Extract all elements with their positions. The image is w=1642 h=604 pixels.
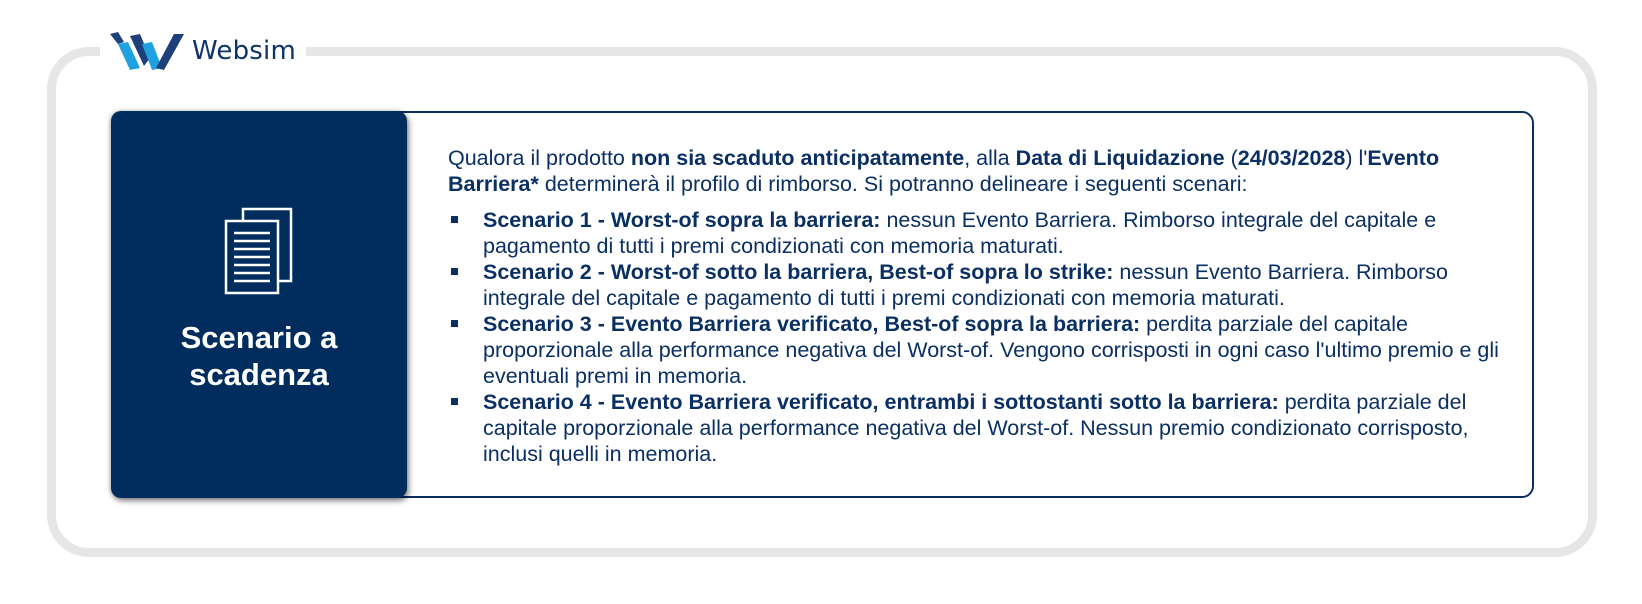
scenario-item <box>448 389 1518 467</box>
scenario-text: perdita parziale del capitale proporzionale alla performance negativa del Worst-of. Nessun premio condizionato corrisposto, inclusi quelli in memoria. <box>483 390 1469 466</box>
intro-bold: Evento Barriera* <box>448 146 1440 196</box>
scenario-description <box>448 145 1518 467</box>
scenario-item <box>448 311 1518 389</box>
side-title-line2: scadenza <box>189 357 329 392</box>
scenario-title: Scenario 2 - Worst-of sotto la barriera, Best-of sopra lo strike: <box>483 260 1114 284</box>
documents-icon <box>223 207 295 295</box>
intro-text: ) l' <box>1345 146 1368 170</box>
square-bullet-icon <box>451 268 458 275</box>
square-bullet-icon <box>451 216 458 223</box>
intro-text: Qualora il prodotto <box>448 146 631 170</box>
scenario-title: Scenario 4 - Evento Barriera verificato, entrambi i sottostanti sotto la barriera: <box>483 390 1279 414</box>
intro-text: ( <box>1224 146 1238 170</box>
scenario-list <box>448 207 1518 467</box>
scenario-item <box>448 207 1518 259</box>
scenario-title: Scenario 3 - Evento Barriera verificato, Best-of sopra la barriera: <box>483 312 1141 336</box>
websim-logo-icon <box>106 30 186 72</box>
intro-text: , alla <box>964 146 1016 170</box>
intro-bold: Data di Liquidazione <box>1015 146 1225 170</box>
intro-bold: non sia scaduto anticipatamente <box>630 146 965 170</box>
scenario-text: perdita parziale del capitale proporzionale alla performance negativa del Worst-of. Vengono corrisposti in ogni caso l'ultimo premio e gli eventuali premi in memoria. <box>483 312 1499 388</box>
side-panel-title <box>181 319 338 393</box>
side-title-line1: Scenario a <box>180 320 338 355</box>
settlement-date: 24/03/2028 <box>1237 146 1346 170</box>
scenario-item <box>448 259 1518 311</box>
intro-text: determinerà il profilo di rimborso. Si potranno delineare i seguenti scenari: <box>538 172 1248 196</box>
square-bullet-icon <box>451 320 458 327</box>
square-bullet-icon <box>451 398 458 405</box>
scenario-text: nessun Evento Barriera. Rimborso integrale del capitale e pagamento di tutti i premi condizionati con memoria maturati. <box>483 208 1437 258</box>
side-panel <box>111 111 407 498</box>
scenario-title: Scenario 1 - Worst-of sopra la barriera: <box>483 208 881 232</box>
intro-paragraph <box>448 145 1518 197</box>
scenario-text: nessun Evento Barriera. Rimborso integrale del capitale e pagamento di tutti i premi condizionati con memoria maturati. <box>483 260 1449 310</box>
websim-logo <box>100 28 306 74</box>
brand-name: Websim <box>192 36 296 66</box>
